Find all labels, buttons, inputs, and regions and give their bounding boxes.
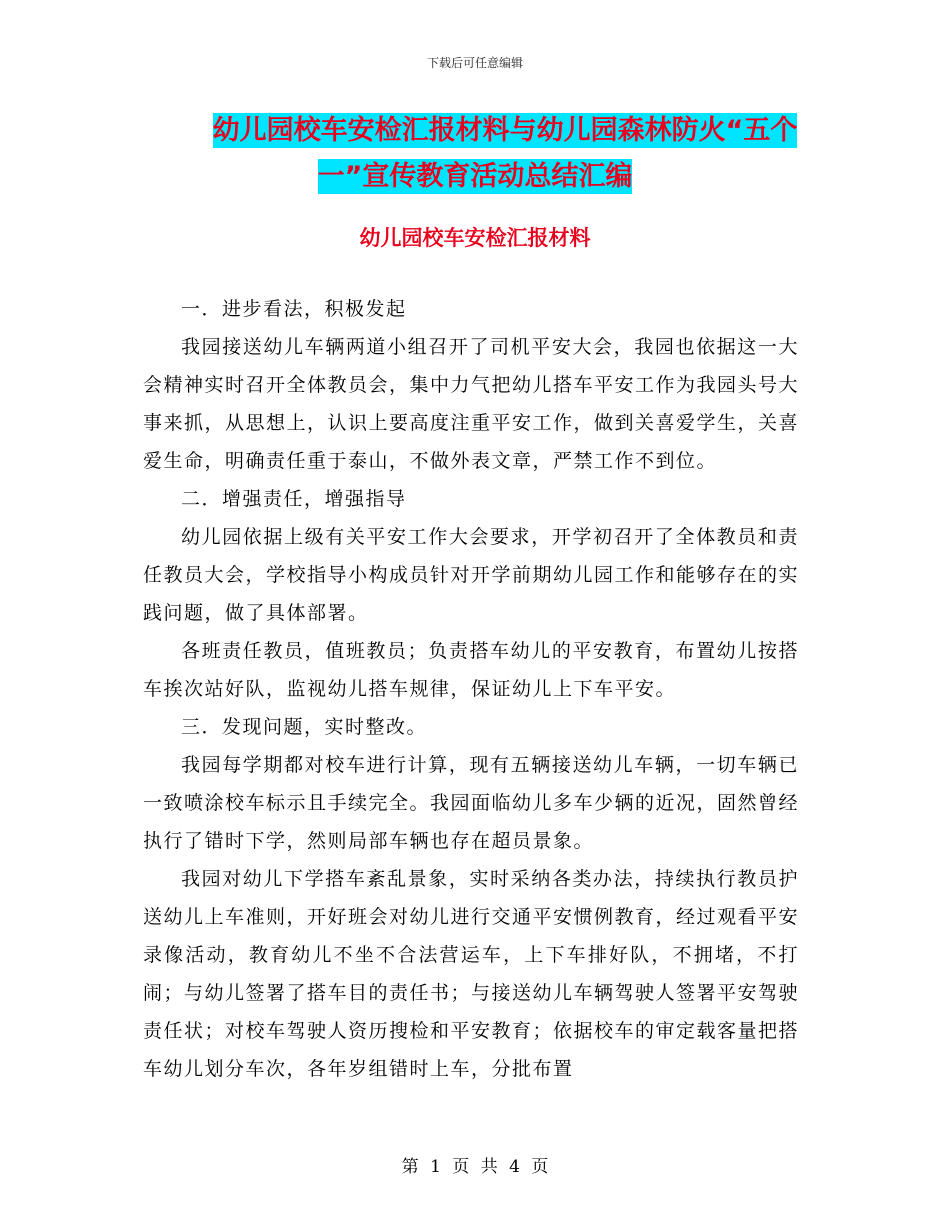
heading-1: 一．进步看法，积极发起 <box>181 298 407 320</box>
paragraph: 我园接送幼儿车辆两道小组召开了司机平安大会，我园也依据这一大会精神实时召开全体教员会，集中力气把幼儿搭车平安工作为我园头号大事来抓，从思想上，认识上要高度注重平安工作，做到关喜爱学生，关喜爱生命，明确责任重于泰山，不做外表文章，严禁工作不到位。 <box>143 336 800 472</box>
paragraph: 幼儿园依据上级有关平安工作大会要求，开学初召开了全体教员和责任教员大会，学校指导小构成员针对开学前期幼儿园工作和能够存在的实践问题，做了具体部署。 <box>143 526 800 624</box>
title-line-2: 一”宣传教育活动总结汇编 <box>317 161 633 192</box>
paragraph: 我园每学期都对校车进行计算，现有五辆接送幼儿车辆，一切车辆已一致喷涂校车标示且手续完全。我园面临幼儿多车少辆的近况，固然曾经执行了错时下学，然则局部车辆也存在超员景象。 <box>143 754 800 852</box>
paragraph: 我园对幼儿下学搭车紊乱景象，实时采纳各类办法，持续执行教员护送幼儿上车准则，开好班会对幼儿进行交通平安惯例教育，经过观看平安录像活动，教育幼儿不坐不合法营运车，上下车排好队，不拥堵，不打闹；与幼儿签署了搭车目的责任书；与接送幼儿车辆驾驶人签署平安驾驶责任状；对校车驾驶人资历搜检和平安教育；依据校车的审定载客量把搭车幼儿划分车次，各年岁组错时上车，分批布置 <box>143 868 800 1080</box>
title-line-1: 幼儿园校车安检汇报材料与幼儿园森林防火“五个 <box>212 115 798 146</box>
document-title <box>0 108 950 200</box>
header-note: 下载后可任意编辑 <box>426 56 523 70</box>
paragraph: 各班责任教员，值班教员；负责搭车幼儿的平安教育，布置幼儿按搭车挨次站好队，监视幼儿搭车规律，保证幼儿上下车平安。 <box>143 640 799 700</box>
section-title: 幼儿园校车安检汇报材料 <box>359 226 591 250</box>
heading-3: 三．发现问题，实时整改。 <box>181 716 428 738</box>
page-footer: 第 1 页 共 4 页 <box>401 1157 549 1177</box>
document-body <box>143 290 799 1088</box>
heading-2: 二．增强责任，增强指导 <box>181 488 407 510</box>
